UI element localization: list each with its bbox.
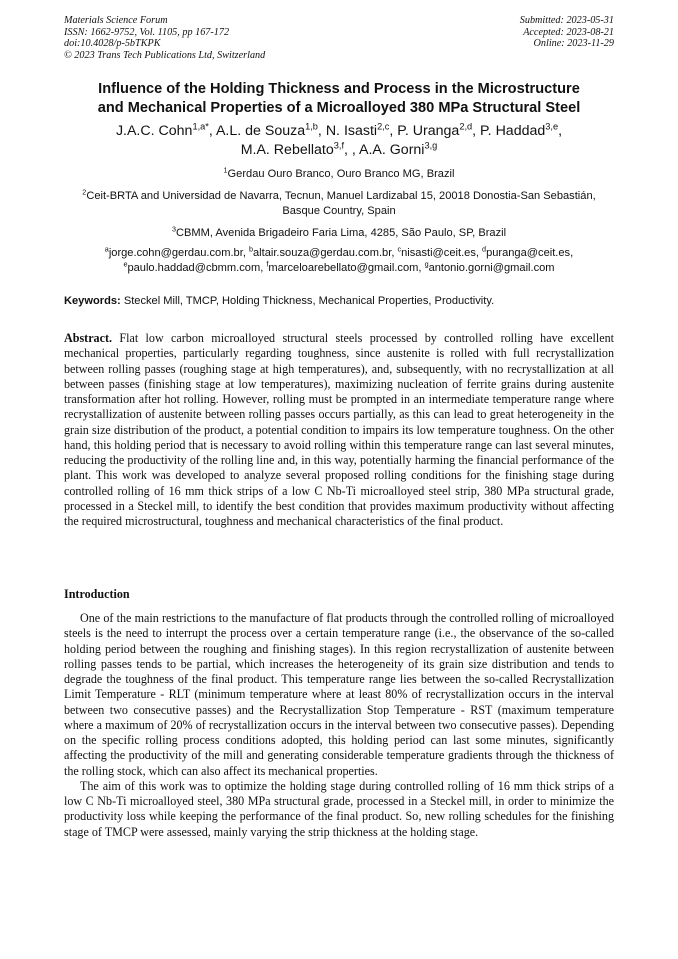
author: A.L. de Souza$^{1,b}$, bbox=[215, 121, 326, 139]
journal-name: Materials Science Forum bbox=[64, 15, 168, 26]
abstract-label: Abstract. bbox=[64, 331, 113, 345]
affiliation-1: $^1$Gerdau Ouro Branco, Ouro Branco MG, Brazil bbox=[223, 165, 455, 180]
author-list: J.A.C. Cohn$^{1,a*}$, A.L. de Souza$^{1,b}$, N. Isasti$^{2,c}$, P. Uranga$^{2,d}$, P. Haddad$^{3,e}$, M.A. Rebellato$^{3,f}$, , A.A. Gorni$^{3,g}$ bbox=[115, 121, 563, 158]
email[interactable]: $^b$altair.souza@gerdau.com.br bbox=[248, 244, 392, 259]
online-date: Online: 2023-11-29 bbox=[533, 38, 614, 49]
affiliation-2: $^2$Ceit-BRTA and Universidad de Navarra, Tecnun, Manuel Lardizabal 15, 20018 Donostia-San Sebastián, Basque Country, Spain bbox=[82, 187, 596, 217]
email-list: $^a$jorge.cohn@gerdau.com.br, $^b$altair.souza@gerdau.com.br, $^c$nisasti@ceit.es, $^d$puranga@ceit.es, $^e$paulo.haddad@cbmm.com, $^f$marceloarebellato@gmail.com, $^g$antonio.gorni@gmail.com bbox=[104, 244, 574, 274]
submitted-date: Submitted: 2023-05-31 bbox=[519, 15, 614, 26]
issn-line: ISSN: 1662-9752, Vol. 1105, pp 167-172 bbox=[64, 26, 230, 38]
title-line-1: Influence of the Holding Thickness and Process in the Microstructure bbox=[98, 81, 580, 97]
paragraph: One of the main restrictions to the manufacture of flat products through the controlled rolling of microalloyed steels is the need to interrupt the process over a certain temperature range (i.e., the observance of the so-called holding period between the roughing and finishing stages). In this region recrystallization of austenite between rolling passes tends to be partial, which increases the heterogeneity of its grain size distribution and tends to degrade the toughness of the final product. This temperature range lies between the so-called Recrystallization Limit Temperature - RLT (minimum temperature where at least 80% of recrystallization occurs in the interval between two consecutive passes) and the Recrystallization Stop Temperature - RST (maximum temperature where a maximum of 20% of recrystallization occurs in the interval between two consecutive passes). Depending on the specific rolling process conditions adopted, this holding period can last some minutes, significantly affecting the productivity of the mill and generating considerable temperature gradients through the thickness of the rolling stock, which can also affect its mechanical properties. bbox=[64, 611, 614, 778]
keywords-text: Steckel Mill, TMCP, Holding Thickness, Mechanical Properties, Productivity. bbox=[123, 295, 495, 307]
email[interactable]: $^c$nisasti@ceit.es bbox=[397, 244, 476, 259]
author: M.A. Rebellato$^{3,f}$, bbox=[240, 140, 352, 158]
email[interactable]: $^f$marceloarebellato@gmail.com bbox=[266, 258, 419, 274]
paragraph: The aim of this work was to optimize the holding stage during controlled rolling of 16 mm thick strips of a low C Nb-Ti microalloyed steel, 380 MPa structural grade, processed in a Steckel mill, in order to minimize the productivity loss while keeping the performance of the final product. So, new rolling schedules for the finishing stage of TMCP were assessed, mainly varying the strip thickness at the holding stage. bbox=[64, 778, 614, 839]
author: A.A. Gorni$^{3,g}$ bbox=[359, 140, 438, 158]
keywords bbox=[64, 294, 614, 308]
section-heading-introduction: Introduction bbox=[64, 587, 130, 601]
accepted-date: Accepted: 2023-08-21 bbox=[523, 26, 614, 38]
author: N. Isasti$^{2,c}$, bbox=[325, 121, 398, 139]
author: J.A.C. Cohn$^{1,a*}$, bbox=[115, 121, 216, 139]
author: P. Haddad$^{3,e}$, bbox=[480, 121, 563, 139]
introduction-body bbox=[64, 611, 614, 840]
journal-header bbox=[64, 15, 265, 61]
paper-title bbox=[58, 80, 620, 118]
keywords-label: Keywords: bbox=[64, 295, 121, 307]
email[interactable]: $^a$jorge.cohn@gerdau.com.br bbox=[104, 244, 243, 259]
dates-header bbox=[520, 15, 614, 50]
affiliation-3: $^3$CBMM, Avenida Brigadeiro Faria Lima, 4285, São Paulo, SP, Brazil bbox=[171, 224, 507, 239]
title-line-2: and Mechanical Properties of a Microalloyed 380 MPa Structural Steel bbox=[97, 100, 581, 116]
doi-line: doi:10.4028/p-5bTKPK bbox=[64, 38, 161, 49]
abstract-text: Flat low carbon microalloyed structural steels processed by controlled rolling have excellent mechanical properties, particularly regarding toughness, since austenite is rolled with full recrystallization between rolling passes (roughing stage at high temperatures), and, subsequently, with no recrystallization at all between passes (finishing stage at low temperatures), maximizing nucleation of ferrite grains during austenite transformation after hot rolling. However, rolling must be prompted in an intermediate temperature range where recrystallization of austenite between rolling passes occurs partially, as this can lead to great heterogeneity in the grain size distribution of the product, a potential condition to impairs its low temperature toughness. On the other hand, this holding period that is necessary to avoid rolling within this temperature range can last several minutes, reducing the productivity of the rolling line and, in this way, potentially harming the financial performance of the plant. This work was developed to analyze several proposed rolling conditions for the finishing stage during controlled rolling of 16 mm thick strips of a low C Nb-Ti microalloyed steel strip, 380 MPa structural grade, processed in a Steckel mill, to identify the best condition that provides maximum productivity without affecting the required microstructural, toughness and mechanical characteristics of the final product. bbox=[64, 331, 614, 528]
author: P. Uranga$^{2,d}$, bbox=[397, 121, 481, 139]
copyright-line: © 2023 Trans Tech Publications Ltd, Switzerland bbox=[64, 49, 266, 61]
abstract bbox=[64, 331, 614, 529]
email[interactable]: $^g$antonio.gorni@gmail.com bbox=[424, 258, 555, 274]
email[interactable]: $^d$puranga@ceit.es bbox=[482, 244, 571, 259]
email[interactable]: $^e$paulo.haddad@cbmm.com bbox=[123, 258, 261, 274]
